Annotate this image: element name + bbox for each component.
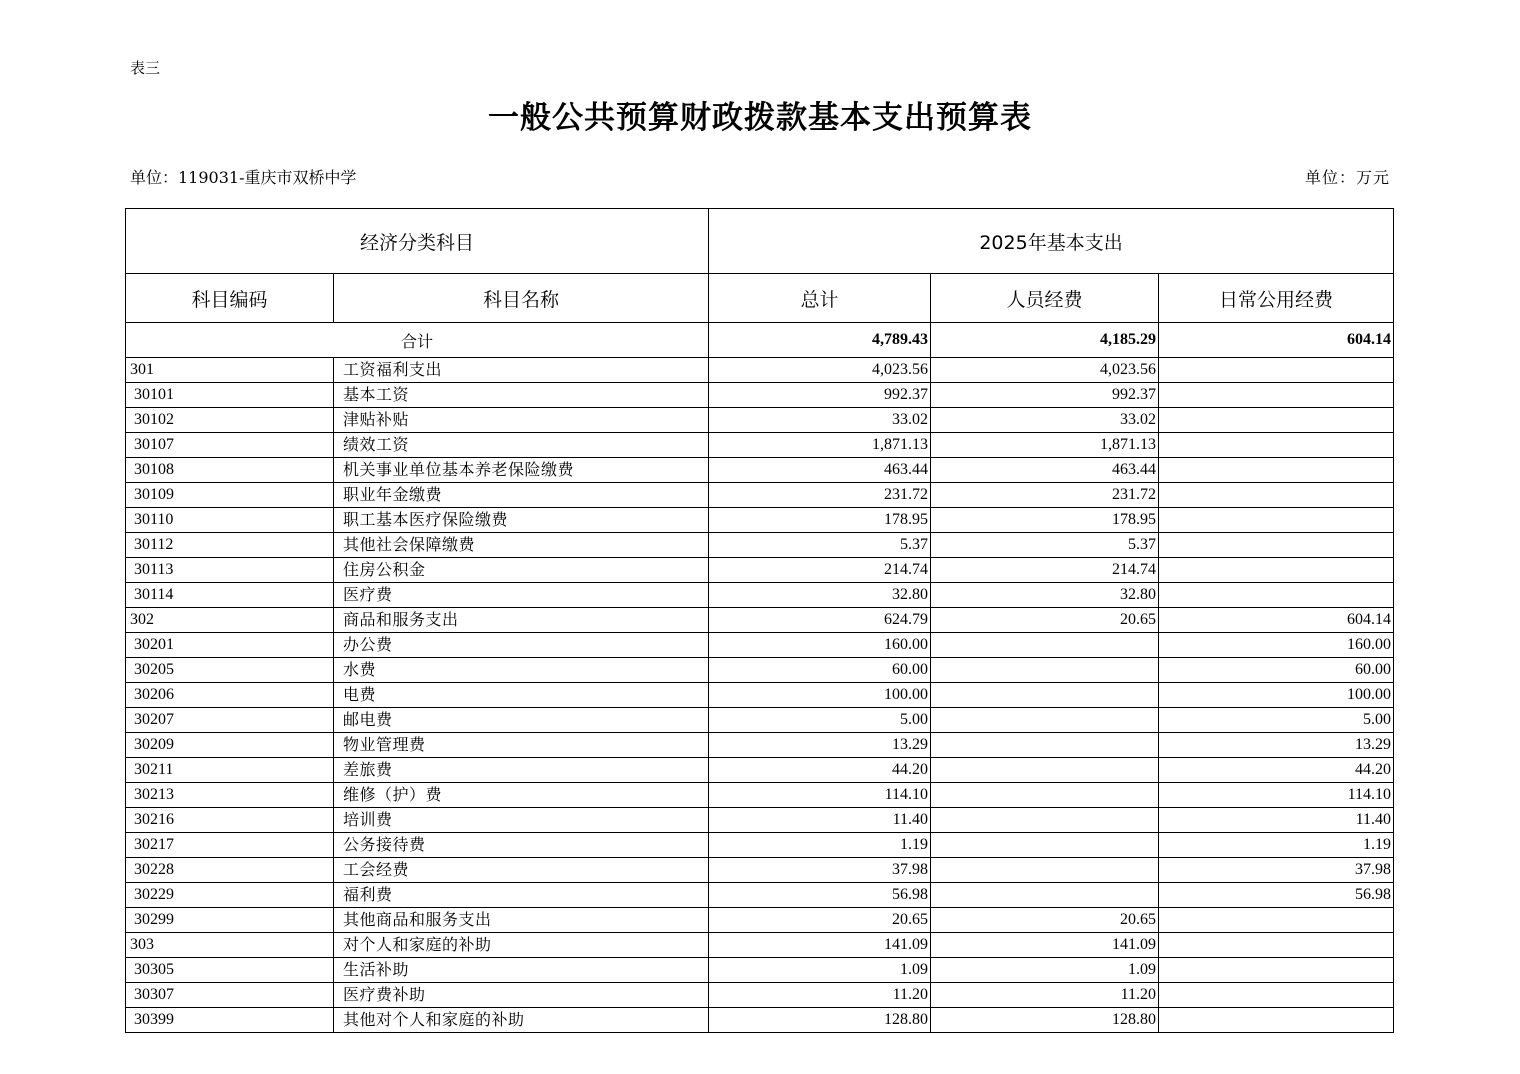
row-name: 水费 [334, 658, 709, 683]
row-name: 医疗费 [334, 583, 709, 608]
row-name: 福利费 [334, 883, 709, 908]
row-total: 100.00 [709, 683, 931, 708]
row-total: 13.29 [709, 733, 931, 758]
row-total: 128.80 [709, 1008, 931, 1033]
row-public [1159, 933, 1394, 958]
page-title: 一般公共预算财政拨款基本支出预算表 [488, 100, 1032, 136]
row-code: 30201 [126, 633, 334, 658]
row-personnel [931, 733, 1159, 758]
header-name: 科目名称 [334, 274, 709, 323]
row-total: 37.98 [709, 858, 931, 883]
row-total: 5.00 [709, 708, 931, 733]
row-public [1159, 408, 1394, 433]
row-total: 20.65 [709, 908, 931, 933]
row-total: 624.79 [709, 608, 931, 633]
table-row [126, 408, 1394, 433]
row-code: 30102 [126, 408, 334, 433]
row-personnel: 1,871.13 [931, 433, 1159, 458]
row-code: 30205 [126, 658, 334, 683]
row-code: 30299 [126, 908, 334, 933]
row-name: 公务接待费 [334, 833, 709, 858]
table-row [126, 783, 1394, 808]
total-personnel: 4,185.29 [931, 323, 1159, 358]
row-public [1159, 1008, 1394, 1033]
row-code: 30217 [126, 833, 334, 858]
row-public [1159, 558, 1394, 583]
row-public [1159, 483, 1394, 508]
row-public: 37.98 [1159, 858, 1394, 883]
row-code: 303 [126, 933, 334, 958]
row-total: 231.72 [709, 483, 931, 508]
row-public: 160.00 [1159, 633, 1394, 658]
row-personnel [931, 633, 1159, 658]
unit-organization: 单位：119031-重庆市双桥中学 [130, 168, 357, 187]
row-code: 30113 [126, 558, 334, 583]
table-row [126, 883, 1394, 908]
table-row [126, 858, 1394, 883]
row-total: 160.00 [709, 633, 931, 658]
row-personnel [931, 833, 1159, 858]
row-code: 30213 [126, 783, 334, 808]
row-total: 141.09 [709, 933, 931, 958]
row-personnel: 231.72 [931, 483, 1159, 508]
table-label: 表三 [130, 59, 161, 77]
row-name: 职业年金缴费 [334, 483, 709, 508]
table-row [126, 708, 1394, 733]
table-row [126, 958, 1394, 983]
row-public: 13.29 [1159, 733, 1394, 758]
row-name: 基本工资 [334, 383, 709, 408]
row-personnel: 5.37 [931, 533, 1159, 558]
row-total: 178.95 [709, 508, 931, 533]
row-code: 30206 [126, 683, 334, 708]
row-total: 4,023.56 [709, 358, 931, 383]
row-personnel: 214.74 [931, 558, 1159, 583]
total-total: 4,789.43 [709, 323, 931, 358]
row-name: 差旅费 [334, 758, 709, 783]
row-name: 其他商品和服务支出 [334, 908, 709, 933]
row-code: 30108 [126, 458, 334, 483]
row-name: 住房公积金 [334, 558, 709, 583]
total-row [126, 323, 1394, 358]
row-total: 114.10 [709, 783, 931, 808]
row-personnel: 20.65 [931, 908, 1159, 933]
row-personnel [931, 808, 1159, 833]
row-name: 医疗费补助 [334, 983, 709, 1008]
row-public [1159, 433, 1394, 458]
header-total: 总计 [709, 274, 931, 323]
row-personnel [931, 708, 1159, 733]
table-row [126, 833, 1394, 858]
row-code: 302 [126, 608, 334, 633]
row-name: 机关事业单位基本养老保险缴费 [334, 458, 709, 483]
row-name: 邮电费 [334, 708, 709, 733]
header-public: 日常公用经费 [1159, 274, 1394, 323]
row-public [1159, 458, 1394, 483]
row-name: 物业管理费 [334, 733, 709, 758]
row-personnel: 992.37 [931, 383, 1159, 408]
row-code: 301 [126, 358, 334, 383]
row-personnel: 4,023.56 [931, 358, 1159, 383]
table-row [126, 733, 1394, 758]
row-name: 其他对个人和家庭的补助 [334, 1008, 709, 1033]
row-personnel: 33.02 [931, 408, 1159, 433]
row-code: 30211 [126, 758, 334, 783]
header-basic-expenditure: 2025年基本支出 [709, 209, 1394, 274]
row-name: 办公费 [334, 633, 709, 658]
row-personnel [931, 783, 1159, 808]
row-public [1159, 533, 1394, 558]
row-personnel: 1.09 [931, 958, 1159, 983]
table-row [126, 808, 1394, 833]
row-public [1159, 958, 1394, 983]
row-public: 114.10 [1159, 783, 1394, 808]
row-total: 44.20 [709, 758, 931, 783]
row-total: 214.74 [709, 558, 931, 583]
table-row [126, 433, 1394, 458]
table-row [126, 633, 1394, 658]
row-total: 5.37 [709, 533, 931, 558]
header-personnel: 人员经费 [931, 274, 1159, 323]
row-name: 商品和服务支出 [334, 608, 709, 633]
row-personnel: 463.44 [931, 458, 1159, 483]
row-public [1159, 983, 1394, 1008]
row-personnel: 11.20 [931, 983, 1159, 1008]
row-personnel [931, 858, 1159, 883]
row-code: 30207 [126, 708, 334, 733]
row-total: 1,871.13 [709, 433, 931, 458]
row-total: 33.02 [709, 408, 931, 433]
row-public [1159, 358, 1394, 383]
row-code: 30110 [126, 508, 334, 533]
row-code: 30112 [126, 533, 334, 558]
table-row [126, 558, 1394, 583]
row-public [1159, 908, 1394, 933]
row-public: 11.40 [1159, 808, 1394, 833]
row-public: 60.00 [1159, 658, 1394, 683]
row-total: 32.80 [709, 583, 931, 608]
row-name: 其他社会保障缴费 [334, 533, 709, 558]
row-name: 对个人和家庭的补助 [334, 933, 709, 958]
row-personnel: 128.80 [931, 1008, 1159, 1033]
row-code: 30216 [126, 808, 334, 833]
row-personnel: 20.65 [931, 608, 1159, 633]
row-name: 工资福利支出 [334, 358, 709, 383]
row-code: 30307 [126, 983, 334, 1008]
row-public [1159, 383, 1394, 408]
row-personnel: 32.80 [931, 583, 1159, 608]
row-total: 1.19 [709, 833, 931, 858]
row-name: 绩效工资 [334, 433, 709, 458]
row-code: 30229 [126, 883, 334, 908]
table-row [126, 983, 1394, 1008]
table-row [126, 1008, 1394, 1033]
row-total: 992.37 [709, 383, 931, 408]
row-name: 职工基本医疗保险缴费 [334, 508, 709, 533]
row-name: 津贴补贴 [334, 408, 709, 433]
row-code: 30399 [126, 1008, 334, 1033]
row-public: 100.00 [1159, 683, 1394, 708]
row-name: 电费 [334, 683, 709, 708]
total-label: 合计 [126, 323, 709, 358]
table-row [126, 508, 1394, 533]
table-row [126, 583, 1394, 608]
row-public: 56.98 [1159, 883, 1394, 908]
table-row [126, 933, 1394, 958]
table-row [126, 908, 1394, 933]
row-total: 11.40 [709, 808, 931, 833]
table-row [126, 608, 1394, 633]
unit-currency: 单位：万元 [1304, 168, 1390, 187]
header-column-row [126, 274, 1394, 323]
row-personnel: 178.95 [931, 508, 1159, 533]
row-public: 44.20 [1159, 758, 1394, 783]
total-public: 604.14 [1159, 323, 1394, 358]
row-code: 30109 [126, 483, 334, 508]
row-public: 604.14 [1159, 608, 1394, 633]
header-economic-classification: 经济分类科目 [126, 209, 709, 274]
row-name: 维修（护）费 [334, 783, 709, 808]
table-row [126, 383, 1394, 408]
row-public: 5.00 [1159, 708, 1394, 733]
row-name: 培训费 [334, 808, 709, 833]
row-name: 工会经费 [334, 858, 709, 883]
row-personnel [931, 683, 1159, 708]
row-code: 30209 [126, 733, 334, 758]
table-row [126, 458, 1394, 483]
row-public [1159, 583, 1394, 608]
row-total: 463.44 [709, 458, 931, 483]
table-row [126, 683, 1394, 708]
table-row [126, 758, 1394, 783]
table-row [126, 358, 1394, 383]
row-public [1159, 508, 1394, 533]
table-row [126, 533, 1394, 558]
row-code: 30107 [126, 433, 334, 458]
row-code: 30114 [126, 583, 334, 608]
budget-table [125, 208, 1394, 1033]
row-code: 30228 [126, 858, 334, 883]
row-total: 60.00 [709, 658, 931, 683]
row-code: 30305 [126, 958, 334, 983]
header-code: 科目编码 [126, 274, 334, 323]
table-row [126, 483, 1394, 508]
row-code: 30101 [126, 383, 334, 408]
row-personnel: 141.09 [931, 933, 1159, 958]
row-personnel [931, 883, 1159, 908]
row-personnel [931, 658, 1159, 683]
row-total: 1.09 [709, 958, 931, 983]
header-group-row [126, 209, 1394, 274]
row-name: 生活补助 [334, 958, 709, 983]
row-total: 11.20 [709, 983, 931, 1008]
table-row [126, 658, 1394, 683]
row-total: 56.98 [709, 883, 931, 908]
row-public: 1.19 [1159, 833, 1394, 858]
row-personnel [931, 758, 1159, 783]
